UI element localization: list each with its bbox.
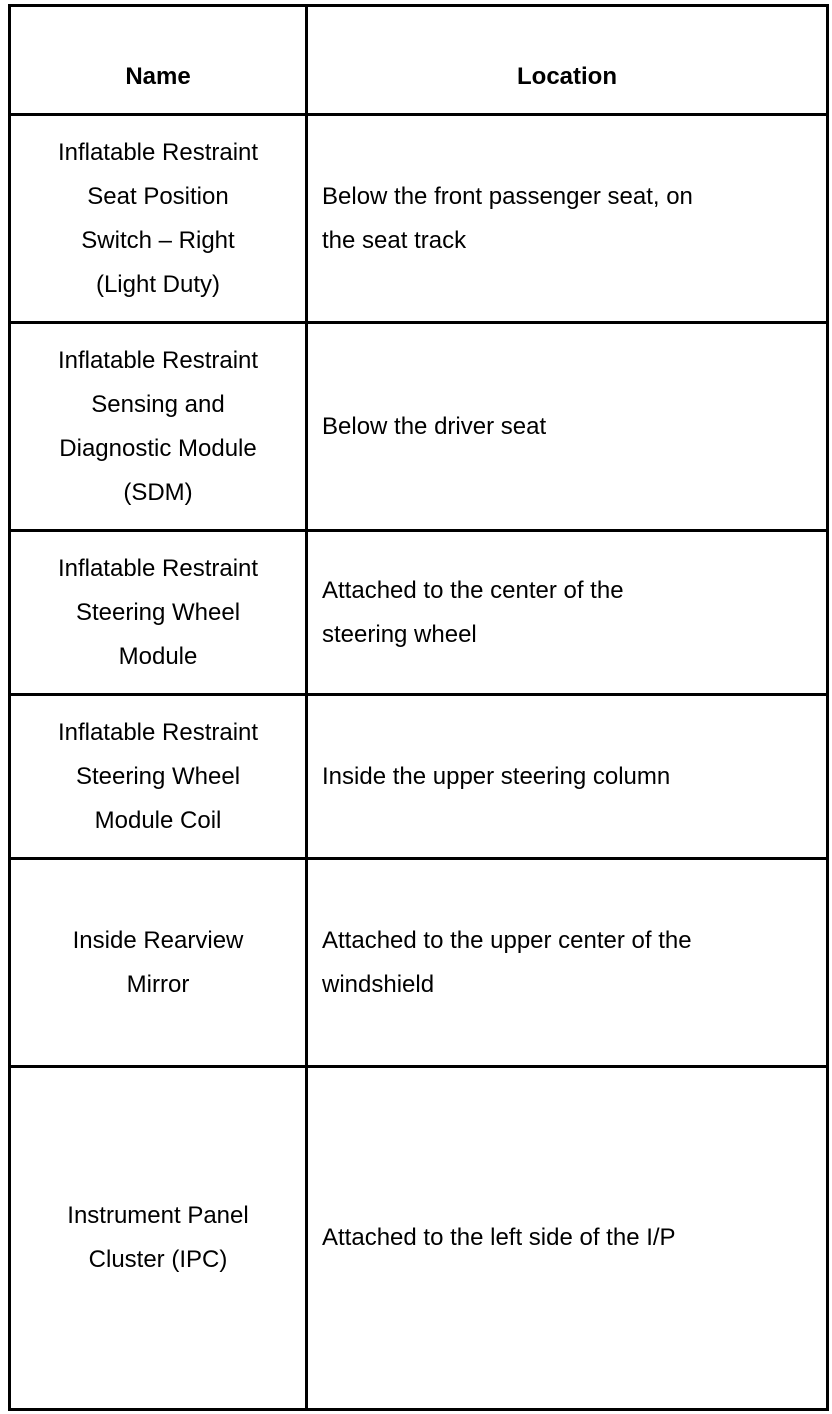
name-line: Sensing and xyxy=(91,390,225,418)
component-location-table-container xyxy=(8,4,826,1408)
location-line: Attached to the center of the xyxy=(322,576,624,604)
name-line: Steering Wheel xyxy=(75,598,241,626)
name-line: Inside Rearview xyxy=(72,926,244,954)
table-row xyxy=(10,531,828,695)
location-line: Inside the upper steering column xyxy=(322,762,671,790)
column-header-location: Location xyxy=(307,6,828,115)
name-line: Inflatable Restraint xyxy=(57,346,259,374)
name-line: Steering Wheel xyxy=(75,762,241,790)
name-line: Switch – Right xyxy=(81,226,235,254)
name-line: (Light Duty) xyxy=(95,270,221,298)
name-cell xyxy=(10,531,307,695)
name-line: Diagnostic Module xyxy=(59,434,257,462)
location-line: windshield xyxy=(322,970,435,998)
name-line: Module Coil xyxy=(94,806,222,834)
location-line: Attached to the left side of the I/P xyxy=(322,1224,676,1251)
component-location-table xyxy=(8,4,829,1411)
table-row xyxy=(10,115,828,323)
table-row xyxy=(10,323,828,531)
name-cell xyxy=(10,859,307,1067)
location-cell xyxy=(307,695,828,859)
table-row xyxy=(10,859,828,1067)
location-cell xyxy=(307,115,828,323)
location-line: the seat track xyxy=(322,226,467,254)
location-cell xyxy=(307,323,828,531)
location-cell xyxy=(307,531,828,695)
location-line: steering wheel xyxy=(322,620,477,648)
name-line: Inflatable Restraint xyxy=(57,138,259,166)
location-line: Below the driver seat xyxy=(322,412,547,440)
table-row xyxy=(10,1067,828,1410)
name-line: Module xyxy=(118,642,198,670)
name-cell xyxy=(10,1067,307,1410)
name-cell xyxy=(10,115,307,323)
location-cell xyxy=(307,1067,828,1410)
name-line: Inflatable Restraint xyxy=(57,718,259,746)
table-row xyxy=(10,695,828,859)
name-line: Seat Position xyxy=(87,182,229,210)
table-header-row xyxy=(10,6,828,115)
name-line: Mirror xyxy=(126,970,190,998)
location-line: Below the front passenger seat, on xyxy=(322,182,693,210)
name-line: Instrument Panel xyxy=(67,1202,249,1229)
name-line: Inflatable Restraint xyxy=(57,554,259,582)
name-line: (SDM) xyxy=(123,478,193,506)
column-header-name: Name xyxy=(10,6,307,115)
name-cell xyxy=(10,323,307,531)
name-cell xyxy=(10,695,307,859)
name-line: Cluster (IPC) xyxy=(88,1246,228,1273)
location-cell xyxy=(307,859,828,1067)
location-line: Attached to the upper center of the xyxy=(322,926,692,954)
